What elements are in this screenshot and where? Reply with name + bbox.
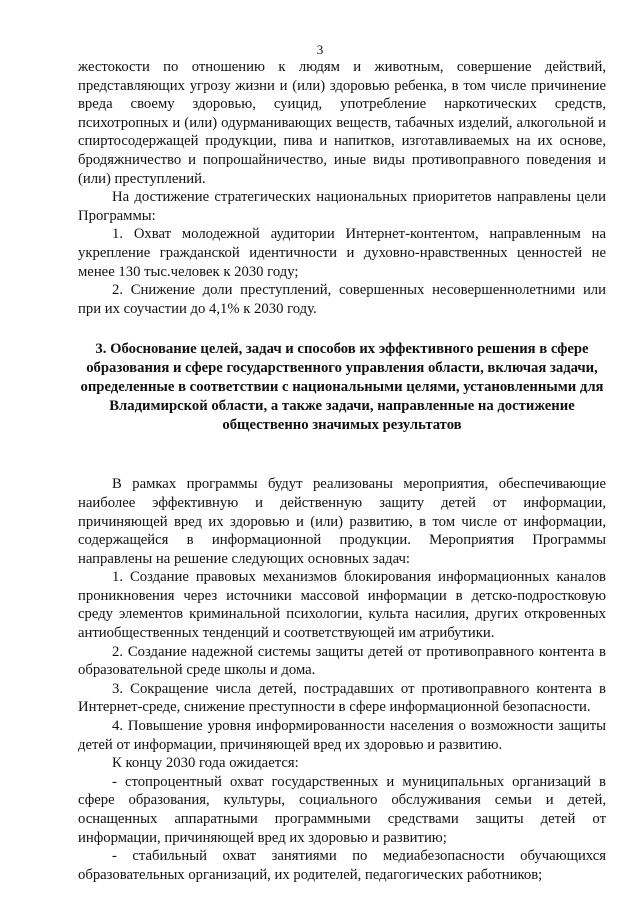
section-heading: 3. Обоснование целей, задач и способов их эффективного решения в сфере образования и сфере государственного управления области, включая задачи, определенные в соответствии с национальными целями, установленными для Владимирской области, а также задачи, направленные на достижение общественно значимых результатов [80,341,604,434]
paragraph-5: В рамках программы будут реализованы мероприятия, обеспечивающие наиболее эффективную и действенную защиту детей от информации, причиняющей вред их здоровью и (или) развитию, в том числе от информации, содержащейся в информационной продукции. Мероприятия Программы направлены на решение следующих основных задач: [78,476,606,567]
paragraph-task-4: 4. Повышение уровня информированности населения о возможности защиты детей от информации, причиняющей вред их здоровью и развитию. [78,718,606,753]
paragraph-task-3: 3. Сокращение числа детей, пострадавших от противоправного контента в Интернет-среде, снижение преступности в сфере информационной безопасности. [78,680,606,716]
document-body [78,58,606,884]
page-number: 3 [316,42,324,57]
paragraph-goal-1: 1. Охват молодежной аудитории Интернет-контентом, направленным на укрепление гражданской идентичности и духовно-нравственных ценностей не менее 130 тыс.человек к 2030 году; [78,226,606,280]
paragraph-1: жестокости по отношению к людям и животным, совершение действий, представляющих угрозу жизни и (или) здоровью ребенка, в том числе причинение вреда своему здоровью, суицид, употребление наркотических средств, психотропных и (или) одурманивающих веществ, табачных изделий, алкогольной и спиртосодержащей продукции, пива и напитков, изготавливаемых на их основе, бродяжничество и попрошайничество, иные виды противоправного поведения и (или) преступлений. [78,59,606,187]
paragraph-goal-2: 2. Снижение доли преступлений, совершенных несовершеннолетними или при их соучастии до 4,1% к 2030 году. [78,282,606,317]
paragraph-2: На достижение стратегических национальных приоритетов направлены цели Программы: [78,189,606,224]
paragraph-task-1: 1. Создание правовых механизмов блокирования информационных каналов проникновения через источники массовой информации в детско-подростковую среду элементов криминальной психологии, культа насилия, других откровенных антиобщественных тенденций и соответствующей им атрибутики. [78,569,606,642]
paragraph-task-2: 2. Создание надежной системы защиты детей от противоправного контента в образовательной среде школы и дома. [78,643,606,679]
paragraph-expectation-intro: К концу 2030 года ожидается: [112,755,299,772]
spacer [78,435,606,475]
paragraph-expectation-1: - стопроцентный охват государственных и муниципальных организаций в сфере образования, культуры, социального обслуживания семьи и детей, оснащенных аппаратными программными средствами защиты детей от информации, причиняющей вред их здоровью и развитию; [78,773,606,846]
paragraph-expectation-2: - стабильный охват занятиями по медиабезопасности обучающихся образовательных организаций, их родителей, педагогических работников; [78,848,606,883]
